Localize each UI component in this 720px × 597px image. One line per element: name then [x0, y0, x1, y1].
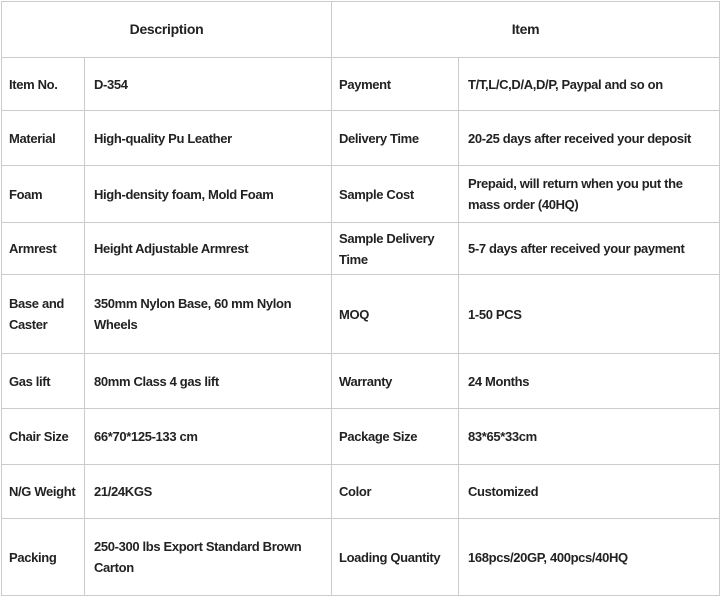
table-row-gas-lift — [2, 354, 720, 409]
table-row-packing — [2, 519, 720, 596]
item-label-cell: Loading Quantity — [332, 519, 459, 596]
desc-label-cell: Gas lift — [2, 354, 85, 409]
desc-value-cell: 21/24KGS — [85, 465, 332, 519]
item-label-cell: Payment — [332, 58, 459, 111]
desc-label-cell: Material — [2, 111, 85, 166]
desc-value-cell: 350mm Nylon Base, 60 mm Nylon Wheels — [85, 275, 332, 354]
desc-label-cell: Packing — [2, 519, 85, 596]
desc-value-cell: High-density foam, Mold Foam — [85, 166, 332, 223]
item-label-cell: MOQ — [332, 275, 459, 354]
table-row-material — [2, 111, 720, 166]
item-label-cell: Delivery Time — [332, 111, 459, 166]
desc-label-cell: Chair Size — [2, 409, 85, 465]
desc-value-cell: High-quality Pu Leather — [85, 111, 332, 166]
item-value-cell: T/T,L/C,D/A,D/P, Paypal and so on — [459, 58, 720, 111]
item-value-cell: Customized — [459, 465, 720, 519]
desc-label-cell: Armrest — [2, 223, 85, 275]
item-value-cell: 20-25 days after received your deposit — [459, 111, 720, 166]
table-row-item-no — [2, 58, 720, 111]
desc-label-cell: Base and Caster — [2, 275, 85, 354]
table-row-ng-weight — [2, 465, 720, 519]
item-label-cell: Sample Delivery Time — [332, 223, 459, 275]
desc-label-cell: Item No. — [2, 58, 85, 111]
item-label-cell: Package Size — [332, 409, 459, 465]
desc-label-cell: N/G Weight — [2, 465, 85, 519]
item-value-cell: 83*65*33cm — [459, 409, 720, 465]
item-value-cell: 24 Months — [459, 354, 720, 409]
table-row-foam — [2, 166, 720, 223]
description-header: Description — [2, 2, 332, 58]
desc-value-cell: 66*70*125-133 cm — [85, 409, 332, 465]
table-row-base-caster — [2, 275, 720, 354]
item-label-cell: Sample Cost — [332, 166, 459, 223]
item-value-cell: 168pcs/20GP, 400pcs/40HQ — [459, 519, 720, 596]
desc-value-cell: Height Adjustable Armrest — [85, 223, 332, 275]
item-value-cell: 1-50 PCS — [459, 275, 720, 354]
item-label-cell: Warranty — [332, 354, 459, 409]
item-value-cell: 5-7 days after received your payment — [459, 223, 720, 275]
item-value-cell: Prepaid, will return when you put the mass order (40HQ) — [459, 166, 720, 223]
table-row-chair-size — [2, 409, 720, 465]
item-header: Item — [332, 2, 720, 58]
item-label-cell: Color — [332, 465, 459, 519]
desc-value-cell: D-354 — [85, 58, 332, 111]
desc-value-cell: 80mm Class 4 gas lift — [85, 354, 332, 409]
product-spec-table — [1, 1, 720, 596]
table-row-armrest — [2, 223, 720, 275]
desc-value-cell: 250-300 lbs Export Standard Brown Carton — [85, 519, 332, 596]
header-row — [2, 2, 720, 58]
desc-label-cell: Foam — [2, 166, 85, 223]
